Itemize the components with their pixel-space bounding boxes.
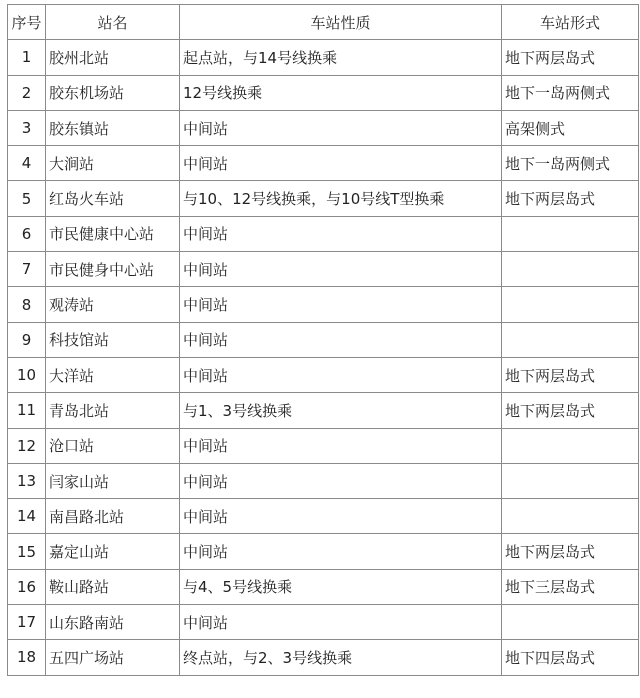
cell-name: 南昌路北站 (46, 499, 180, 534)
cell-name: 嘉定山站 (46, 534, 180, 569)
cell-form (502, 605, 639, 640)
table-row (8, 357, 639, 392)
cell-no: 18 (8, 640, 46, 675)
cell-no: 9 (8, 322, 46, 357)
cell-type: 中间站 (180, 216, 502, 251)
table-row (8, 75, 639, 110)
header-form: 车站形式 (502, 5, 639, 40)
cell-form: 高架侧式 (502, 110, 639, 145)
table-row (8, 393, 639, 428)
cell-form (502, 287, 639, 322)
table-row (8, 463, 639, 498)
cell-type: 中间站 (180, 322, 502, 357)
cell-no: 17 (8, 605, 46, 640)
cell-type: 中间站 (180, 146, 502, 181)
cell-form: 地下两层岛式 (502, 40, 639, 75)
cell-type: 中间站 (180, 252, 502, 287)
cell-type: 中间站 (180, 534, 502, 569)
header-name: 站名 (46, 5, 180, 40)
cell-form (502, 428, 639, 463)
cell-name: 闫家山站 (46, 463, 180, 498)
cell-no: 14 (8, 499, 46, 534)
table-row (8, 605, 639, 640)
header-row (8, 5, 639, 40)
cell-type: 与10、12号线换乘，与10号线T型换乘 (180, 181, 502, 216)
table-row (8, 216, 639, 251)
cell-name: 鞍山路站 (46, 569, 180, 604)
table-row (8, 287, 639, 322)
cell-type: 中间站 (180, 357, 502, 392)
table-row (8, 569, 639, 604)
cell-no: 11 (8, 393, 46, 428)
cell-form: 地下一岛两侧式 (502, 75, 639, 110)
header-type: 车站性质 (180, 5, 502, 40)
cell-form (502, 499, 639, 534)
cell-type: 与4、5号线换乘 (180, 569, 502, 604)
cell-no: 5 (8, 181, 46, 216)
cell-no: 16 (8, 569, 46, 604)
cell-name: 五四广场站 (46, 640, 180, 675)
cell-form: 地下三层岛式 (502, 569, 639, 604)
cell-type: 终点站，与2、3号线换乘 (180, 640, 502, 675)
cell-type: 中间站 (180, 287, 502, 322)
cell-name: 市民健身中心站 (46, 252, 180, 287)
cell-form: 地下一岛两侧式 (502, 146, 639, 181)
table-header (8, 5, 639, 40)
cell-no: 8 (8, 287, 46, 322)
cell-name: 山东路南站 (46, 605, 180, 640)
cell-name: 大洋站 (46, 357, 180, 392)
cell-name: 科技馆站 (46, 322, 180, 357)
cell-name: 观涛站 (46, 287, 180, 322)
cell-type: 与1、3号线换乘 (180, 393, 502, 428)
cell-form: 地下两层岛式 (502, 393, 639, 428)
cell-name: 沧口站 (46, 428, 180, 463)
cell-form (502, 216, 639, 251)
cell-form (502, 463, 639, 498)
table-row (8, 146, 639, 181)
cell-no: 2 (8, 75, 46, 110)
cell-form: 地下两层岛式 (502, 357, 639, 392)
cell-name: 大涧站 (46, 146, 180, 181)
cell-name: 胶东镇站 (46, 110, 180, 145)
cell-no: 7 (8, 252, 46, 287)
cell-form: 地下两层岛式 (502, 534, 639, 569)
cell-form: 地下两层岛式 (502, 181, 639, 216)
cell-type: 12号线换乘 (180, 75, 502, 110)
cell-no: 1 (8, 40, 46, 75)
station-table (7, 4, 639, 676)
table-row (8, 534, 639, 569)
cell-no: 3 (8, 110, 46, 145)
cell-no: 15 (8, 534, 46, 569)
cell-type: 起点站，与14号线换乘 (180, 40, 502, 75)
cell-form (502, 322, 639, 357)
table-body (8, 40, 639, 675)
table-row (8, 181, 639, 216)
table-row (8, 499, 639, 534)
cell-no: 13 (8, 463, 46, 498)
table-row (8, 40, 639, 75)
cell-type: 中间站 (180, 499, 502, 534)
cell-type: 中间站 (180, 428, 502, 463)
table-row (8, 640, 639, 675)
cell-name: 红岛火车站 (46, 181, 180, 216)
cell-no: 12 (8, 428, 46, 463)
table-row (8, 428, 639, 463)
cell-name: 青岛北站 (46, 393, 180, 428)
cell-type: 中间站 (180, 463, 502, 498)
cell-type: 中间站 (180, 605, 502, 640)
cell-form: 地下四层岛式 (502, 640, 639, 675)
cell-name: 市民健康中心站 (46, 216, 180, 251)
table-row (8, 252, 639, 287)
header-no: 序号 (8, 5, 46, 40)
table-row (8, 322, 639, 357)
cell-name: 胶东机场站 (46, 75, 180, 110)
cell-form (502, 252, 639, 287)
cell-no: 10 (8, 357, 46, 392)
table-row (8, 110, 639, 145)
cell-name: 胶州北站 (46, 40, 180, 75)
cell-no: 4 (8, 146, 46, 181)
cell-type: 中间站 (180, 110, 502, 145)
cell-no: 6 (8, 216, 46, 251)
